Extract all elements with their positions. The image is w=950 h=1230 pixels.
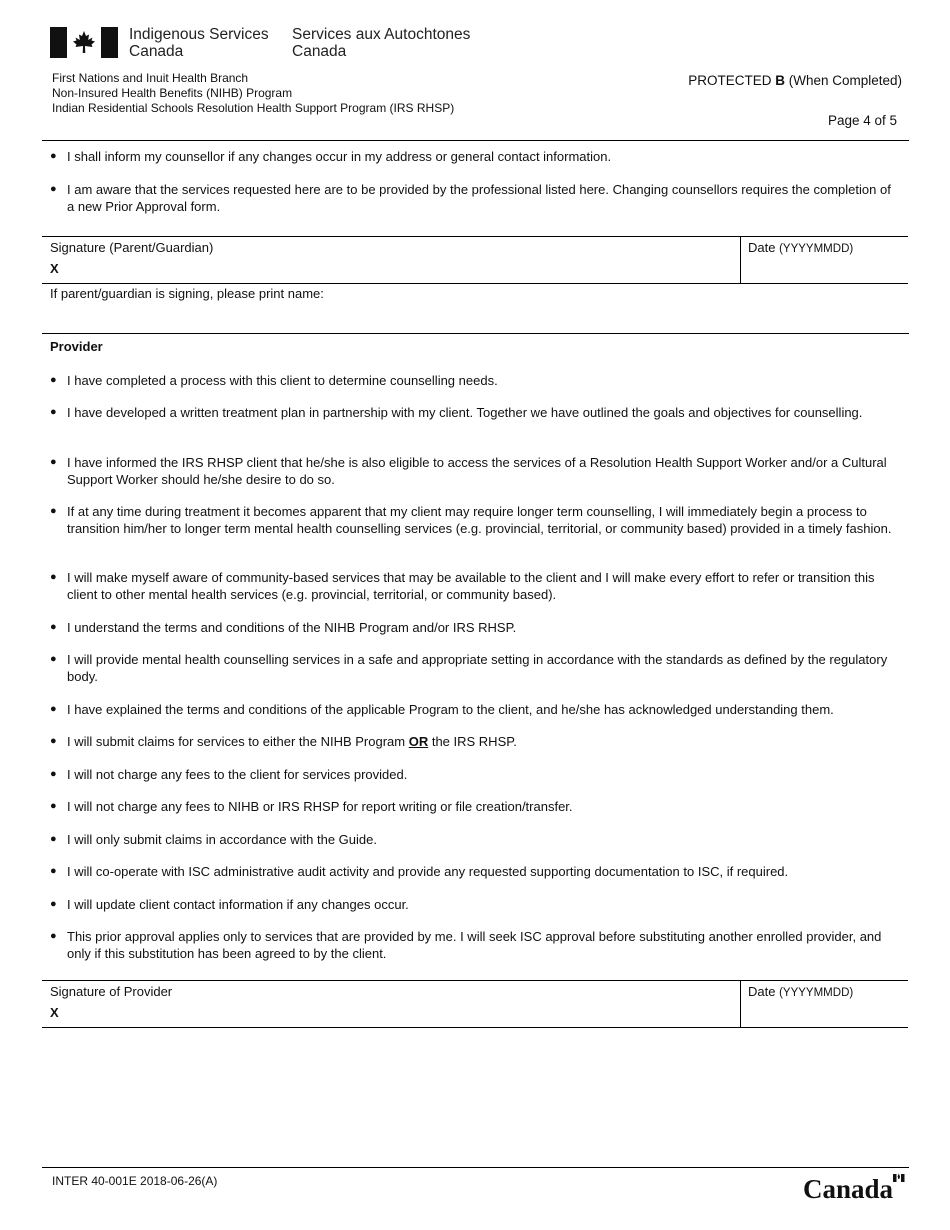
- footer-divider: [42, 1167, 909, 1168]
- date-label: Date: [748, 240, 776, 255]
- bullet-icon: ●: [50, 571, 57, 583]
- list-item: [50, 651, 900, 685]
- protected-prefix: PROTECTED: [688, 73, 776, 88]
- list-item: [50, 372, 900, 389]
- list-item-text: I have explained the terms and conditions of the applicable Program to the client, and he/she has acknowledged understanding them.: [67, 702, 834, 717]
- list-item-text: I have developed a written treatment plan in partnership with my client. Together we have outlined the goals and objectives for counselling.: [67, 405, 863, 420]
- signature-divider: [740, 981, 741, 1027]
- parent-signature-box: [42, 236, 908, 284]
- bullet-icon: ●: [50, 800, 57, 812]
- list-item: [50, 148, 900, 165]
- list-item: [50, 454, 900, 488]
- form-code: INTER 40-001E 2018-06-26(A): [52, 1174, 218, 1188]
- date-label: Date: [748, 984, 776, 999]
- list-item-text: I have informed the IRS RHSP client that he/she is also eligible to access the services of a Resolution Health Support Worker and/or a Cultural Support Worker should he/she desire to do so.: [67, 455, 887, 487]
- department-line: Canada: [292, 43, 347, 60]
- or-emphasis: OR: [408, 734, 429, 749]
- department-line: Indigenous Services: [129, 26, 269, 43]
- or-bullet-after: the IRS RHSP.: [428, 734, 517, 749]
- parent-date-field[interactable]: [748, 240, 853, 255]
- list-item-text: I will provide mental health counselling services in a safe and appropriate setting in accordance with the standards as defined by the regulatory body.: [67, 652, 888, 684]
- list-item: [50, 928, 900, 962]
- list-item: [50, 733, 900, 750]
- bullet-icon: ●: [50, 653, 57, 665]
- list-item-text: I have completed a process with this client to determine counselling needs.: [67, 373, 498, 388]
- list-item-text: I understand the terms and conditions of the NIHB Program and/or IRS RHSP.: [67, 620, 517, 635]
- branch-line: Non-Insured Health Benefits (NIHB) Program: [52, 86, 293, 100]
- list-item-text: I will update client contact information if any changes occur.: [67, 897, 409, 912]
- list-item-text: [67, 733, 900, 750]
- bullet-icon: ●: [50, 898, 57, 910]
- provider-signature-field[interactable]: X: [50, 1005, 59, 1020]
- department-line: Services aux Autochtones: [292, 26, 471, 43]
- bullet-icon: ●: [50, 735, 57, 747]
- list-item-text: I will co-operate with ISC administrative audit activity and provide any requested supporting documentation to ISC, if required.: [67, 864, 789, 879]
- signature-divider: [740, 237, 741, 283]
- list-item-text: I will not charge any fees to NIHB or IRS RHSP for report writing or file creation/transfer.: [67, 799, 573, 814]
- date-format: (YYYYMMDD): [779, 987, 854, 999]
- list-item: [50, 896, 900, 913]
- list-item: [50, 701, 900, 718]
- bullet-icon: ●: [50, 865, 57, 877]
- list-item-text: This prior approval applies only to services that are provided by me. I will seek ISC approval before substituting another enrolled provider, and only if this substitution has been agreed to by the client.: [67, 929, 882, 961]
- list-item-text: If at any time during treatment it becomes apparent that my client may require longer term counselling, I will immediately begin a process to transition him/her to longer term mental health counselling services (e.g. provincial, territorial, or community based) provided in a timely fashion.: [67, 504, 892, 536]
- bullet-icon: ●: [50, 374, 57, 386]
- list-item: [50, 181, 900, 215]
- list-item-text: I will not charge any fees to the client for services provided.: [67, 767, 408, 782]
- list-item-text: I will only submit claims in accordance with the Guide.: [67, 832, 377, 847]
- list-item-text: I am aware that the services requested here are to be provided by the professional listed here. Changing counsellors requires the completion of a new Prior Approval form.: [67, 182, 891, 214]
- department-name-en: [129, 26, 269, 60]
- branch-line: First Nations and Inuit Health Branch: [52, 71, 249, 85]
- provider-signature-box: [42, 980, 908, 1028]
- protected-letter: B: [775, 73, 785, 88]
- list-item-text: I will make myself aware of community-based services that may be available to the client and I will make every effort to refer or transition this client to other mental health services (e.g. provincial, territorial, or community based).: [67, 570, 875, 602]
- bullet-icon: ●: [50, 703, 57, 715]
- parent-signature-field[interactable]: X: [50, 261, 59, 276]
- wordmark-text: Canada: [803, 1174, 894, 1202]
- bullet-icon: ●: [50, 930, 57, 942]
- canada-flag-icon: [50, 27, 118, 58]
- list-item: [50, 619, 900, 636]
- list-item: [50, 798, 900, 815]
- header-divider: [42, 140, 909, 141]
- list-item: [50, 766, 900, 783]
- bullet-icon: ●: [50, 505, 57, 517]
- date-format: (YYYYMMDD): [779, 243, 854, 255]
- provider-signature-label: Signature of Provider: [50, 984, 173, 999]
- bullet-icon: ●: [50, 150, 57, 162]
- protected-label: [688, 73, 902, 88]
- provider-heading: Provider: [50, 339, 103, 354]
- print-name-label: If parent/guardian is signing, please print name:: [50, 286, 324, 301]
- list-item: [50, 831, 900, 848]
- canada-wordmark-logo: [803, 1172, 905, 1202]
- provider-date-field[interactable]: [748, 984, 853, 999]
- branch-info: [52, 71, 454, 116]
- list-item: [50, 863, 900, 880]
- parent-signature-label: Signature (Parent/Guardian): [50, 240, 214, 255]
- bullet-icon: ●: [50, 768, 57, 780]
- list-item-text: I shall inform my counsellor if any changes occur in my address or general contact information.: [67, 149, 612, 164]
- or-bullet-before: I will submit claims for services to either the NIHB Program: [67, 734, 409, 749]
- bullet-icon: ●: [50, 456, 57, 468]
- department-name-fr: [292, 26, 470, 60]
- print-name-divider: [42, 333, 909, 334]
- department-line: Canada: [129, 43, 184, 60]
- branch-line: Indian Residential Schools Resolution Health Support Program (IRS RHSP): [52, 101, 455, 115]
- bullet-icon: ●: [50, 183, 57, 195]
- protected-suffix: (When Completed): [784, 73, 902, 88]
- page-number: Page 4 of 5: [827, 113, 897, 128]
- list-item: [50, 569, 900, 603]
- bullet-icon: ●: [50, 621, 57, 633]
- bullet-icon: ●: [50, 406, 57, 418]
- list-item: [50, 503, 900, 537]
- bullet-icon: ●: [50, 833, 57, 845]
- list-item: [50, 404, 900, 421]
